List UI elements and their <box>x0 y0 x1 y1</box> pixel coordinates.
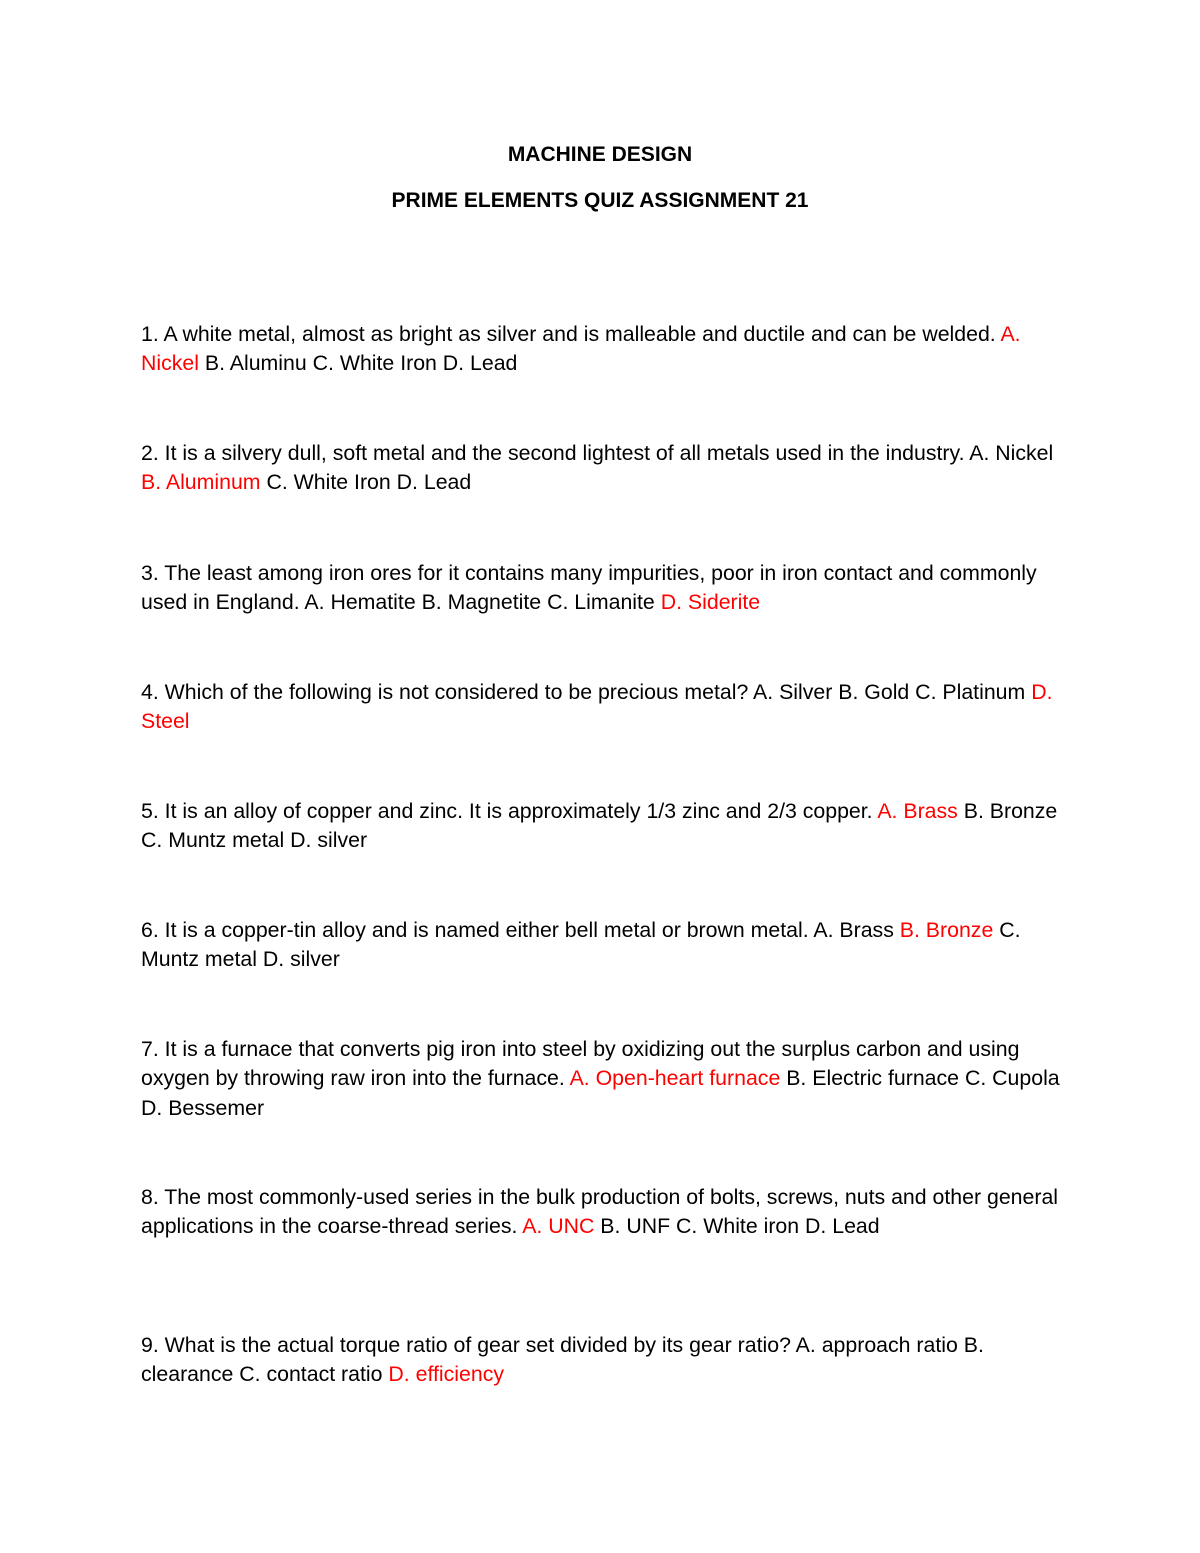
question-8 <box>141 1183 1061 1242</box>
correct-answer: B. Aluminum <box>141 470 261 495</box>
question-5 <box>141 797 1061 856</box>
question-1 <box>141 320 1061 379</box>
question-options: B. Bronze C. Muntz metal D. silver <box>141 799 1058 853</box>
correct-answer: A. Brass <box>877 799 958 823</box>
question-4 <box>141 678 1061 737</box>
correct-answer: A. UNC <box>522 1214 595 1239</box>
correct-answer: D. efficiency <box>388 1362 505 1387</box>
correct-answer: D. Steel <box>141 680 1053 734</box>
question-options: B. Electric furnace C. Cupola D. Bessemer <box>141 1066 1060 1120</box>
question-text: 7. It is a furnace that converts pig iron into steel by oxidizing out the surplus carbon and using oxygen by throwing raw iron into the furnace. <box>141 1037 1020 1091</box>
question-3 <box>141 559 1061 618</box>
question-text: 6. It is a copper-tin alloy and is named either bell metal or brown metal. A. Brass <box>141 918 900 942</box>
question-text: 4. Which of the following is not considered to be precious metal? A. Silver B. Gold C. Platinum <box>141 680 1032 704</box>
correct-answer: A. Open-heart furnace <box>569 1066 781 1091</box>
question-text: 3. The least among iron ores for it contains many impurities, poor in iron contact and commonly used in England. A. Hematite B. Magnetite C. Limanite <box>141 561 1037 615</box>
question-9 <box>141 1331 1061 1390</box>
question-options: C. White Iron D. Lead <box>260 470 472 495</box>
question-options: B. UNF C. White iron D. Lead <box>594 1214 880 1239</box>
question-text: 1. A white metal, almost as bright as silver and is malleable and ductile and can be welded. <box>141 322 1001 346</box>
question-text: 2. It is a silvery dull, soft metal and the second lightest of all metals used in the industry. A. Nickel <box>141 441 1054 465</box>
document-title: MACHINE DESIGN <box>507 143 693 166</box>
correct-answer: D. Siderite <box>660 590 761 615</box>
question-6 <box>141 916 1061 975</box>
question-text: 8. The most commonly-used series in the bulk production of bolts, screws, nuts and other general applications in the coarse-thread series. <box>141 1185 1059 1239</box>
correct-answer: B. Bronze <box>899 918 994 942</box>
correct-answer: A. Nickel <box>141 322 1021 376</box>
document-subtitle: PRIME ELEMENTS QUIZ ASSIGNMENT 21 <box>391 189 809 212</box>
question-text: 5. It is an alloy of copper and zinc. It is approximately 1/3 zinc and 2/3 copper. <box>141 799 878 823</box>
question-options: B. Aluminu C. White Iron D. Lead <box>198 351 518 376</box>
question-2 <box>141 439 1061 498</box>
question-text: 9. What is the actual torque ratio of gear set divided by its gear ratio? A. approach ratio B. clearance C. contact ratio <box>141 1333 984 1387</box>
question-7 <box>141 1035 1061 1123</box>
question-options: C. Muntz metal D. silver <box>141 918 1021 972</box>
